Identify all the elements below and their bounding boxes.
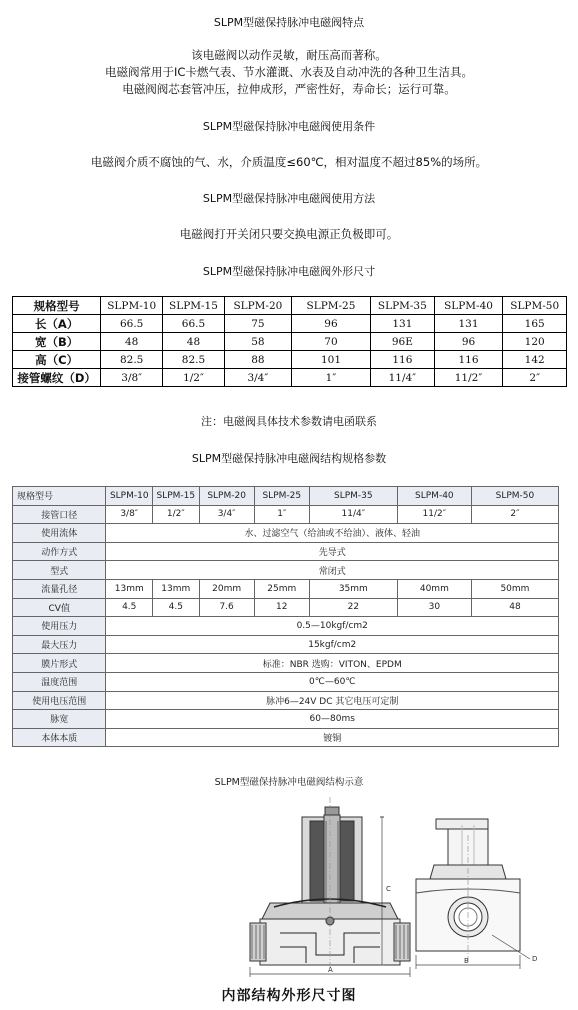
table-cell: 0℃—60℃ xyxy=(106,672,559,691)
table-row-label: 接管螺纹（D） xyxy=(13,369,101,387)
table-row xyxy=(13,524,559,543)
table-row xyxy=(13,505,559,524)
coil-winding-left xyxy=(310,821,324,901)
features-line-2: 电磁阀常用于IC卡燃气表、节水灌溉、水表及自动冲洗的各种卫生洁具。 xyxy=(105,65,473,79)
table-header-cell: SLPM-20 xyxy=(224,297,291,315)
table-row xyxy=(13,369,567,387)
spec-row-label: 本体本质 xyxy=(13,728,106,747)
table-row xyxy=(13,598,559,617)
table-cell: 4.5 xyxy=(106,598,153,617)
table-cell: 12 xyxy=(254,598,309,617)
table-row-label: 长（A） xyxy=(13,315,101,333)
table-cell: 88 xyxy=(224,351,291,369)
table-header-cell: 规格型号 xyxy=(13,297,101,315)
spec-row-label: 流量孔径 xyxy=(13,579,106,598)
features-line-1: 该电磁阀以动作灵敏，耐压高而著称。 xyxy=(191,48,387,62)
table-row xyxy=(13,728,559,747)
conditions-title: SLPM型磁保持脉冲电磁阀使用条件 xyxy=(202,120,376,133)
method-title: SLPM型磁保持脉冲电磁阀使用方法 xyxy=(202,192,376,205)
diagram-title: SLPM型磁保持脉冲电磁阀结构示意 xyxy=(214,777,364,788)
table-row xyxy=(13,579,559,598)
table-cell: 131 xyxy=(371,315,435,333)
dimension-label-d: D xyxy=(532,955,538,963)
spec-row-label: 动作方式 xyxy=(13,542,106,561)
table-header-cell: SLPM-40 xyxy=(434,297,503,315)
table-cell: 常闭式 xyxy=(106,561,559,580)
spec-row-label: 温度范围 xyxy=(13,672,106,691)
dimensions-title: SLPM型磁保持脉冲电磁阀外形尺寸 xyxy=(202,265,376,278)
table-cell: 2″ xyxy=(471,505,558,524)
features-title: SLPM型磁保持脉冲电磁阀特点 xyxy=(213,16,365,29)
table-cell: 48 xyxy=(471,598,558,617)
table-row xyxy=(13,315,567,333)
table-row xyxy=(13,691,559,710)
dimension-label-b: B xyxy=(464,957,469,965)
table-cell: 48 xyxy=(101,333,163,351)
spec-row-label: 型式 xyxy=(13,561,106,580)
dimension-label-a: A xyxy=(328,966,333,974)
table-cell: 7.6 xyxy=(199,598,254,617)
table-cell: 60—80ms xyxy=(106,710,559,729)
spec-row-label: 使用电压范围 xyxy=(13,691,106,710)
table-cell: 1″ xyxy=(291,369,370,387)
table-cell: 1/2″ xyxy=(153,505,200,524)
table-row-label: 高（C） xyxy=(13,351,101,369)
table-cell: 131 xyxy=(434,315,503,333)
table-header-cell: SLPM-25 xyxy=(254,487,309,506)
table-cell: 3/4″ xyxy=(199,505,254,524)
spec-row-label: 规格型号 xyxy=(13,487,106,506)
table-cell: 11/4″ xyxy=(309,505,397,524)
table-cell: 40mm xyxy=(397,579,471,598)
table-cell: 4.5 xyxy=(153,598,200,617)
method-text: 电磁阀打开关闭只要交换电源正负极即可。 xyxy=(179,227,399,241)
table-header-row xyxy=(13,487,559,506)
features-line-3: 电磁阀阀芯套管冲压，拉伸成形，严密性好，寿命长；运行可靠。 xyxy=(122,82,456,96)
spec-row-label: 膜片形式 xyxy=(13,654,106,673)
table-header-cell: SLPM-35 xyxy=(371,297,435,315)
table-cell: 66.5 xyxy=(163,315,225,333)
table-cell: 脉冲6—24V DC 其它电压可定制 xyxy=(106,691,559,710)
outline-view xyxy=(416,819,530,969)
table-cell: 1″ xyxy=(254,505,309,524)
table-header-cell: SLPM-35 xyxy=(309,487,397,506)
table-cell: 142 xyxy=(503,351,567,369)
table-cell: 116 xyxy=(434,351,503,369)
table-cell: 水、过滤空气（给油或不给油）、液体、轻油 xyxy=(106,524,559,543)
table-cell: 96 xyxy=(291,315,370,333)
dimensions-table xyxy=(12,296,567,387)
table-cell: 96 xyxy=(434,333,503,351)
table-cell: 3/8″ xyxy=(101,369,163,387)
table-row xyxy=(13,561,559,580)
table-cell: 58 xyxy=(224,333,291,351)
spec-row-label: CV值 xyxy=(13,598,106,617)
table-cell: 11/4″ xyxy=(371,369,435,387)
table-cell: 30 xyxy=(397,598,471,617)
conditions-text: 电磁阀介质不腐蚀的气、水，介质温度≤60℃，相对温度不超过85%的场所。 xyxy=(90,155,488,169)
table-cell: 25mm xyxy=(254,579,309,598)
table-row xyxy=(13,654,559,673)
spec-row-label: 接管口径 xyxy=(13,505,106,524)
table-row xyxy=(13,333,567,351)
table-cell: 标准：NBR 选购：VITON、EPDM xyxy=(106,654,559,673)
table-cell: 165 xyxy=(503,315,567,333)
table-header-cell: SLPM-20 xyxy=(199,487,254,506)
table-header-cell: SLPM-25 xyxy=(291,297,370,315)
spec-row-label: 使用压力 xyxy=(13,617,106,636)
table-cell: 镀铜 xyxy=(106,728,559,747)
table-cell: 3/4″ xyxy=(224,369,291,387)
table-row xyxy=(13,542,559,561)
table-cell: 96E xyxy=(371,333,435,351)
table-cell: 75 xyxy=(224,315,291,333)
table-header-cell: SLPM-40 xyxy=(397,487,471,506)
table-header-cell: SLPM-50 xyxy=(503,297,567,315)
note-text: 注：电磁阀具体技术参数请电函联系 xyxy=(201,415,377,428)
table-cell: 116 xyxy=(371,351,435,369)
table-cell: 0.5—10kgf/cm2 xyxy=(106,617,559,636)
table-row xyxy=(13,617,559,636)
table-cell: 11/2″ xyxy=(434,369,503,387)
table-cell: 13mm xyxy=(106,579,153,598)
table-cell: 48 xyxy=(163,333,225,351)
table-header-cell: SLPM-10 xyxy=(106,487,153,506)
table-row xyxy=(13,351,567,369)
valve-structure-diagram xyxy=(230,795,570,983)
spec-row-label: 使用流体 xyxy=(13,524,106,543)
table-header-cell: SLPM-50 xyxy=(471,487,558,506)
table-cell: 22 xyxy=(309,598,397,617)
table-cell: 1/2″ xyxy=(163,369,225,387)
table-cell: 先导式 xyxy=(106,542,559,561)
dimension-label-c: C xyxy=(386,885,391,893)
spec-row-label: 最大压力 xyxy=(13,635,106,654)
table-header-cell: SLPM-15 xyxy=(163,297,225,315)
table-cell: 101 xyxy=(291,351,370,369)
table-cell: 2″ xyxy=(503,369,567,387)
table-cell: 66.5 xyxy=(101,315,163,333)
table-cell: 3/8″ xyxy=(106,505,153,524)
table-cell: 70 xyxy=(291,333,370,351)
spec-table xyxy=(12,486,559,747)
table-cell: 50mm xyxy=(471,579,558,598)
table-cell: 15kgf/cm2 xyxy=(106,635,559,654)
table-cell: 11/2″ xyxy=(397,505,471,524)
table-row-label: 宽（B） xyxy=(13,333,101,351)
table-header-cell: SLPM-10 xyxy=(101,297,163,315)
table-row xyxy=(13,672,559,691)
diagram-caption: 内部结构外形尺寸图 xyxy=(221,988,357,1004)
table-header-row xyxy=(13,297,567,315)
spec-title: SLPM型磁保持脉冲电磁阀结构规格参数 xyxy=(191,452,387,465)
table-header-cell: SLPM-15 xyxy=(153,487,200,506)
table-cell: 120 xyxy=(503,333,567,351)
table-row xyxy=(13,710,559,729)
spec-row-label: 脉宽 xyxy=(13,710,106,729)
table-cell: 82.5 xyxy=(163,351,225,369)
table-cell: 13mm xyxy=(153,579,200,598)
table-cell: 35mm xyxy=(309,579,397,598)
coil-winding-right xyxy=(340,821,354,901)
table-row xyxy=(13,635,559,654)
table-cell: 20mm xyxy=(199,579,254,598)
table-cell: 82.5 xyxy=(101,351,163,369)
